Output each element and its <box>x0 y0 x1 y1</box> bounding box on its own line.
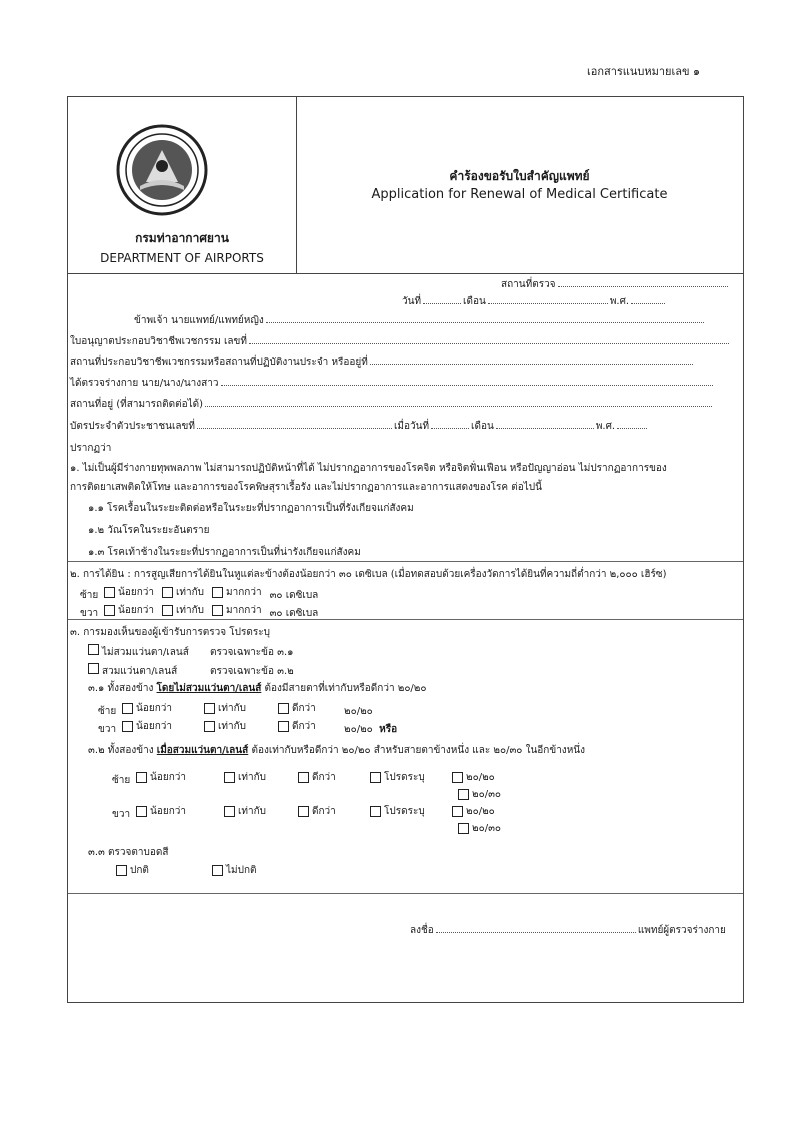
no-glasses-label: ไม่สวมแว่นตา/เลนส์ <box>102 647 189 658</box>
acuity-label: ๒๐/๒๐ <box>344 706 373 717</box>
check-32-label: ตรวจเฉพาะข้อ ๓.๒ <box>210 666 294 677</box>
year-field[interactable] <box>631 294 665 304</box>
vision-32-right-alt <box>458 821 509 836</box>
acuity-label: ๒๐/๓๐ <box>472 823 502 834</box>
option-label: โปรดระบุ <box>384 772 425 783</box>
divider-3 <box>68 893 743 894</box>
option-label: เท่ากับ <box>218 721 247 732</box>
option-label: น้อยกว่า <box>136 703 172 714</box>
option-label: เท่ากับ <box>218 703 247 714</box>
acuity-label: ๒๐/๒๐ <box>466 772 495 783</box>
issued-on-label: เมื่อวันที่ <box>393 421 430 432</box>
option-label: เท่ากับ <box>238 772 267 783</box>
v32-right-2020-checkbox[interactable] <box>452 806 463 817</box>
option-label: มากกว่า <box>226 587 262 598</box>
option-label: ไม่ปกติ <box>226 865 257 876</box>
v31-left-better-checkbox[interactable] <box>278 703 289 714</box>
eye-right-label: ขวา <box>112 809 131 820</box>
v31-left-equal-checkbox[interactable] <box>204 703 215 714</box>
s31-emphasis: โดยไม่สวมแว่นตา/เลนส์ <box>156 683 262 694</box>
department-name-en: DEPARTMENT OF AIRPORTS <box>100 251 264 265</box>
no-glasses-checkbox[interactable] <box>88 644 99 655</box>
option-label: น้อยกว่า <box>150 772 186 783</box>
item1-line2: การติดยาเสพติดให้โทษ และอาการของโรคพิษสุราเรื้อรัง และไม่ปรากฏอาการและอาการแสดงของโรค ต่อไปนี้ <box>70 482 542 493</box>
s31-prefix: ๓.๑ ทั้งสองข้าง <box>88 683 154 694</box>
department-seal-icon <box>116 124 208 216</box>
acuity-label: ๒๐/๒๐ <box>344 724 373 735</box>
option-label: น้อยกว่า <box>150 806 186 817</box>
v32-right-equal-checkbox[interactable] <box>224 806 235 817</box>
date-row <box>402 294 667 309</box>
vision-32-left-row <box>112 770 503 788</box>
signature-row <box>410 923 726 938</box>
vision-31-right-row <box>98 719 397 737</box>
signature-field[interactable] <box>436 923 636 933</box>
s32-prefix: ๓.๒ ทั้งสองข้าง <box>88 745 154 756</box>
v32-left-2020-checkbox[interactable] <box>452 772 463 783</box>
acuity-label: ๒๐/๒๐ <box>466 806 495 817</box>
colorblind-normal-checkbox[interactable] <box>116 865 127 876</box>
option-label: โปรดระบุ <box>384 806 425 817</box>
examiner-label: แพทย์ผู้ตรวจร่างกาย <box>637 925 726 936</box>
or-label: หรือ <box>379 724 398 735</box>
eye-right-label: ขวา <box>98 724 117 735</box>
doctor-field[interactable] <box>266 313 704 323</box>
option-label: ดีกว่า <box>292 703 316 714</box>
hearing-right-label: ขวา <box>80 608 99 619</box>
department-name-th: กรมท่าอากาศยาน <box>135 231 229 245</box>
option-label: เท่ากับ <box>176 605 205 616</box>
issued-year-label: พ.ศ. <box>595 421 616 432</box>
s32-emphasis: เมื่อสวมแว่นตา/เลนส์ <box>156 745 249 756</box>
item1-sub1: ๑.๑ โรคเรื้อนในระยะติดต่อหรือในระยะที่ปรากฏอาการเป็นที่รังเกียจแก่สังคม <box>88 503 414 514</box>
option-label: ดีกว่า <box>312 772 336 783</box>
item2-heading: ๒. การได้ยิน : การสูญเสียการได้ยินในหูแต่ละข้างต้องน้อยกว่า ๓๐ เดซิเบล (เมื่อทดสอบด้วยเครื่องวัดการได้ยินที่ความถี่ต่ำกว่า ๒,๐๐๐ เฮิร์ซ) <box>70 569 667 580</box>
address-row <box>70 397 714 412</box>
option-label: มากกว่า <box>226 605 262 616</box>
form-title-th: คำร้องขอรับใบสำคัญแพทย์ <box>449 169 590 183</box>
no-glasses-row <box>88 644 294 660</box>
colorblind-row <box>116 863 265 878</box>
workplace-row <box>70 355 695 370</box>
sign-label: ลงชื่อ <box>410 925 434 936</box>
eye-left-label: ซ้าย <box>112 775 131 786</box>
option-label: เท่ากับ <box>176 587 205 598</box>
v31-left-less-checkbox[interactable] <box>122 703 133 714</box>
colorblind-abnormal-checkbox[interactable] <box>212 865 223 876</box>
v32-right-2030-checkbox[interactable] <box>458 823 469 834</box>
hearing-left-more-checkbox[interactable] <box>212 587 223 598</box>
month-field[interactable] <box>488 294 608 304</box>
glasses-row <box>88 663 294 679</box>
check-31-label: ตรวจเฉพาะข้อ ๓.๑ <box>210 647 294 658</box>
issued-day-field[interactable] <box>431 419 469 429</box>
v32-left-equal-checkbox[interactable] <box>224 772 235 783</box>
hearing-left-label: ซ้าย <box>80 590 99 601</box>
option-label: ดีกว่า <box>312 806 336 817</box>
vision-32-left-alt <box>458 787 509 802</box>
workplace-label: สถานที่ประกอบวิชาชีพเวชกรรมหรือสถานที่ปฏิบัติงานประจำ หรืออยู่ที่ <box>70 357 368 368</box>
examined-row <box>70 376 715 391</box>
v31-right-equal-checkbox[interactable] <box>204 721 215 732</box>
glasses-label: สวมแว่นตา/เลนส์ <box>102 666 178 677</box>
day-label: วันที่ <box>402 296 422 307</box>
form-header <box>68 97 743 274</box>
v32-left-2030-checkbox[interactable] <box>458 789 469 800</box>
appears-label: ปรากฏว่า <box>70 443 112 454</box>
decibel-label: ๓๐ เดซิเบล <box>269 608 319 619</box>
s31-requirement: ต้องมีสายตาที่เท่ากับหรือดีกว่า ๒๐/๒๐ <box>264 683 427 694</box>
option-label: น้อยกว่า <box>118 587 154 598</box>
month-label: เดือน <box>463 296 486 307</box>
divider-2 <box>68 619 743 620</box>
section-33-heading: ๓.๓ ตรวจตาบอดสี <box>88 847 169 858</box>
option-label: น้อยกว่า <box>118 605 154 616</box>
option-label: ปกติ <box>130 865 149 876</box>
v31-right-less-checkbox[interactable] <box>122 721 133 732</box>
form-title-en: Application for Renewal of Medical Certificate <box>371 187 668 202</box>
option-label: เท่ากับ <box>238 806 267 817</box>
v32-left-specify-checkbox[interactable] <box>370 772 381 783</box>
item1-line1: ๑. ไม่เป็นผู้มีร่างกายทุพพลภาพ ไม่สามารถปฏิบัติหน้าที่ได้ ไม่ปรากฏอาการของโรคจิต หรือจิตฟั่นเฟือน หรือปัญญาอ่อน ไม่ปรากฏอาการของ <box>70 463 667 474</box>
annex-number: เอกสารแนบหมายเลข ๑ <box>586 65 700 78</box>
doctor-label: ข้าพเจ้า นายแพทย์/แพทย์หญิง <box>134 315 264 326</box>
address-label: สถานที่อยู่ (ที่สามารถติดต่อได้) <box>70 399 204 410</box>
hearing-left-row <box>80 585 318 603</box>
exam-place-label: สถานที่ตรวจ <box>501 279 556 290</box>
vision-31-left-row <box>98 701 373 719</box>
s32-requirement: ต้องเท่ากับหรือดีกว่า ๒๐/๒๐ สำหรับสายตาข้างหนึ่ง และ ๒๐/๓๐ ในอีกข้างหนึ่ง <box>251 745 585 756</box>
id-card-label: บัตรประจำตัวประชาชนเลขที่ <box>70 421 195 432</box>
hearing-right-less-checkbox[interactable] <box>104 605 115 616</box>
license-row <box>70 334 731 349</box>
exam-place-row <box>501 277 730 292</box>
doctor-row <box>134 313 706 328</box>
acuity-label: ๒๐/๓๐ <box>472 789 502 800</box>
v32-left-less-checkbox[interactable] <box>136 772 147 783</box>
eye-left-label: ซ้าย <box>98 706 117 717</box>
license-label: ใบอนุญาตประกอบวิชาชีพเวชกรรม เลขที่ <box>70 336 247 347</box>
glasses-checkbox[interactable] <box>88 663 99 674</box>
examined-field[interactable] <box>221 376 713 386</box>
v32-left-better-checkbox[interactable] <box>298 772 309 783</box>
hearing-right-equal-checkbox[interactable] <box>162 605 173 616</box>
v32-right-specify-checkbox[interactable] <box>370 806 381 817</box>
id-card-row <box>70 419 649 434</box>
logo-cell <box>68 97 297 273</box>
id-card-field[interactable] <box>197 419 392 429</box>
examined-label: ได้ตรวจร่างกาย นาย/นาง/นางสาว <box>70 378 219 389</box>
option-label: น้อยกว่า <box>136 721 172 732</box>
issued-year-field[interactable] <box>617 419 647 429</box>
hearing-left-equal-checkbox[interactable] <box>162 587 173 598</box>
year-label: พ.ศ. <box>609 296 630 307</box>
item3-heading: ๓. การมองเห็นของผู้เข้ารับการตรวจ โปรดระบุ <box>70 627 270 638</box>
section-31-heading <box>88 681 427 696</box>
option-label: ดีกว่า <box>292 721 316 732</box>
exam-place-field[interactable] <box>558 277 728 287</box>
vision-32-right-row <box>112 804 503 822</box>
item1-sub2: ๑.๒ วัณโรคในระยะอันตราย <box>88 525 210 536</box>
workplace-field[interactable] <box>370 355 693 365</box>
decibel-label: ๓๐ เดซิเบล <box>269 590 319 601</box>
license-field[interactable] <box>249 334 729 344</box>
issued-month-field[interactable] <box>496 419 594 429</box>
divider-1 <box>68 561 743 562</box>
v32-right-better-checkbox[interactable] <box>298 806 309 817</box>
hearing-right-more-checkbox[interactable] <box>212 605 223 616</box>
item1-sub3: ๑.๓ โรคเท้าช้างในระยะที่ปรากฏอาการเป็นที่น่ารังเกียจแก่สังคม <box>88 547 361 558</box>
issued-month-label: เดือน <box>471 421 494 432</box>
v32-right-less-checkbox[interactable] <box>136 806 147 817</box>
v31-right-better-checkbox[interactable] <box>278 721 289 732</box>
medical-form <box>67 96 744 1003</box>
address-field[interactable] <box>205 397 712 407</box>
hearing-left-less-checkbox[interactable] <box>104 587 115 598</box>
section-32-heading <box>88 743 585 758</box>
day-field[interactable] <box>423 294 461 304</box>
